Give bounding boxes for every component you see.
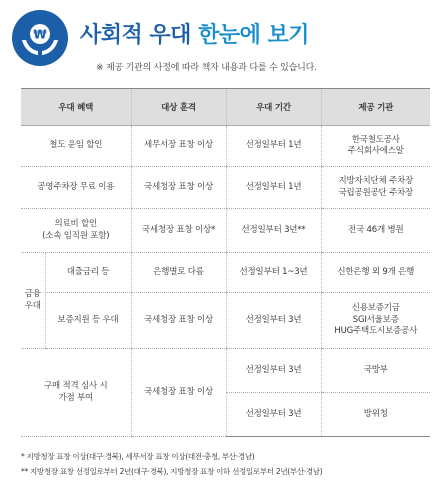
- benefit-line: 가점 부여: [58, 392, 94, 403]
- provider-line: 신용보증기금: [351, 303, 400, 314]
- table-row: [21, 209, 430, 253]
- target-cell: 세무서장 표창 이상: [131, 126, 226, 167]
- table-header-row: [21, 89, 430, 126]
- won-symbol: ₩: [33, 27, 47, 42]
- table-row: [21, 293, 430, 349]
- header-target: 대상 훈격: [131, 89, 226, 126]
- table-row: [21, 126, 430, 167]
- benefit-line: 의료비 할인: [54, 219, 98, 230]
- finance-group-cell: [21, 253, 45, 349]
- footnote: * 지방청장 표창 이상(대구·경북), 세무서장 표창 이상(대전·충청, 부산·경남): [21, 452, 255, 461]
- table-row: [21, 253, 430, 293]
- provider-line: 국립공원공단 주차장: [338, 187, 414, 198]
- target-cell: 국세청장 표창 이상: [131, 349, 226, 437]
- provider-cell: [321, 293, 430, 349]
- provider-cell: 신한은행 외 9개 은행: [321, 253, 430, 293]
- provider-line: 한국철도공사: [351, 134, 400, 145]
- finance-group-line: 금융: [24, 289, 41, 300]
- benefit-cell: 대출금리 등: [45, 253, 131, 293]
- finance-group-line: 우대: [24, 300, 41, 311]
- target-cell: 국세청장 표창 이상: [131, 167, 226, 209]
- period-cell: 선정일부터 1년: [226, 126, 321, 167]
- provider-cell: 전국 46개 병원: [321, 209, 430, 253]
- header: [12, 10, 432, 73]
- table-row: [21, 167, 430, 209]
- title-part1: 사회적 우대: [80, 23, 191, 48]
- header-benefit: 우대 혜택: [21, 89, 131, 126]
- header-provider: 제공 기관: [321, 89, 430, 126]
- provider-line: 지방자치단체 주차장: [338, 176, 414, 187]
- provider-line: 주식회사에스알: [347, 146, 404, 156]
- provider-cell: 방위청: [321, 393, 430, 437]
- target-cell: 국세청장 표창 이상: [131, 293, 226, 349]
- provider-line: SGI서울보증: [352, 314, 399, 325]
- benefits-table: [21, 88, 430, 437]
- provider-cell: [321, 167, 430, 209]
- period-cell: 선정일부터 3년: [226, 393, 321, 437]
- footnote: ** 지방청장 표창 선정일로부터 2년(대구·경북), 지방청장 표창 이하 선정일로부터 2년(부산·경남): [21, 467, 323, 476]
- header-period: 우대 기간: [226, 89, 321, 126]
- benefit-cell: 보증지원 등 우대: [45, 293, 131, 349]
- provider-cell: 국방부: [321, 349, 430, 393]
- period-cell: 선정일부터 3년**: [226, 209, 321, 253]
- benefit-cell: 공영주차장 무료 이용: [21, 167, 131, 209]
- benefit-cell: 철도 운임 할인: [21, 126, 131, 167]
- hands-holding-won-coin-icon: [12, 10, 68, 66]
- table-row: [21, 349, 430, 393]
- target-cell: 은행별로 다름: [131, 253, 226, 293]
- benefit-line: 구매 적격 심사 시: [43, 381, 108, 392]
- benefit-cell: [21, 349, 131, 437]
- benefit-line: (소속 임직원 포함): [42, 230, 110, 241]
- provider-line: HUG주택도시보증공사: [334, 326, 418, 337]
- title-part2: 한눈에 보기: [198, 23, 310, 48]
- page-title: [80, 18, 309, 49]
- benefit-cell: [21, 209, 131, 253]
- disclaimer-note: ※ 제공 기관의 사정에 따라 책자 내용과 다를 수 있습니다.: [96, 63, 317, 73]
- provider-cell: [321, 126, 430, 167]
- period-cell: 선정일부터 1년: [226, 167, 321, 209]
- period-cell: 선정일부터 3년: [226, 293, 321, 349]
- target-cell: 국세청장 표창 이상*: [131, 209, 226, 253]
- period-cell: 선정일부터 3년: [226, 349, 321, 393]
- period-cell: 선정일부터 1~3년: [226, 253, 321, 293]
